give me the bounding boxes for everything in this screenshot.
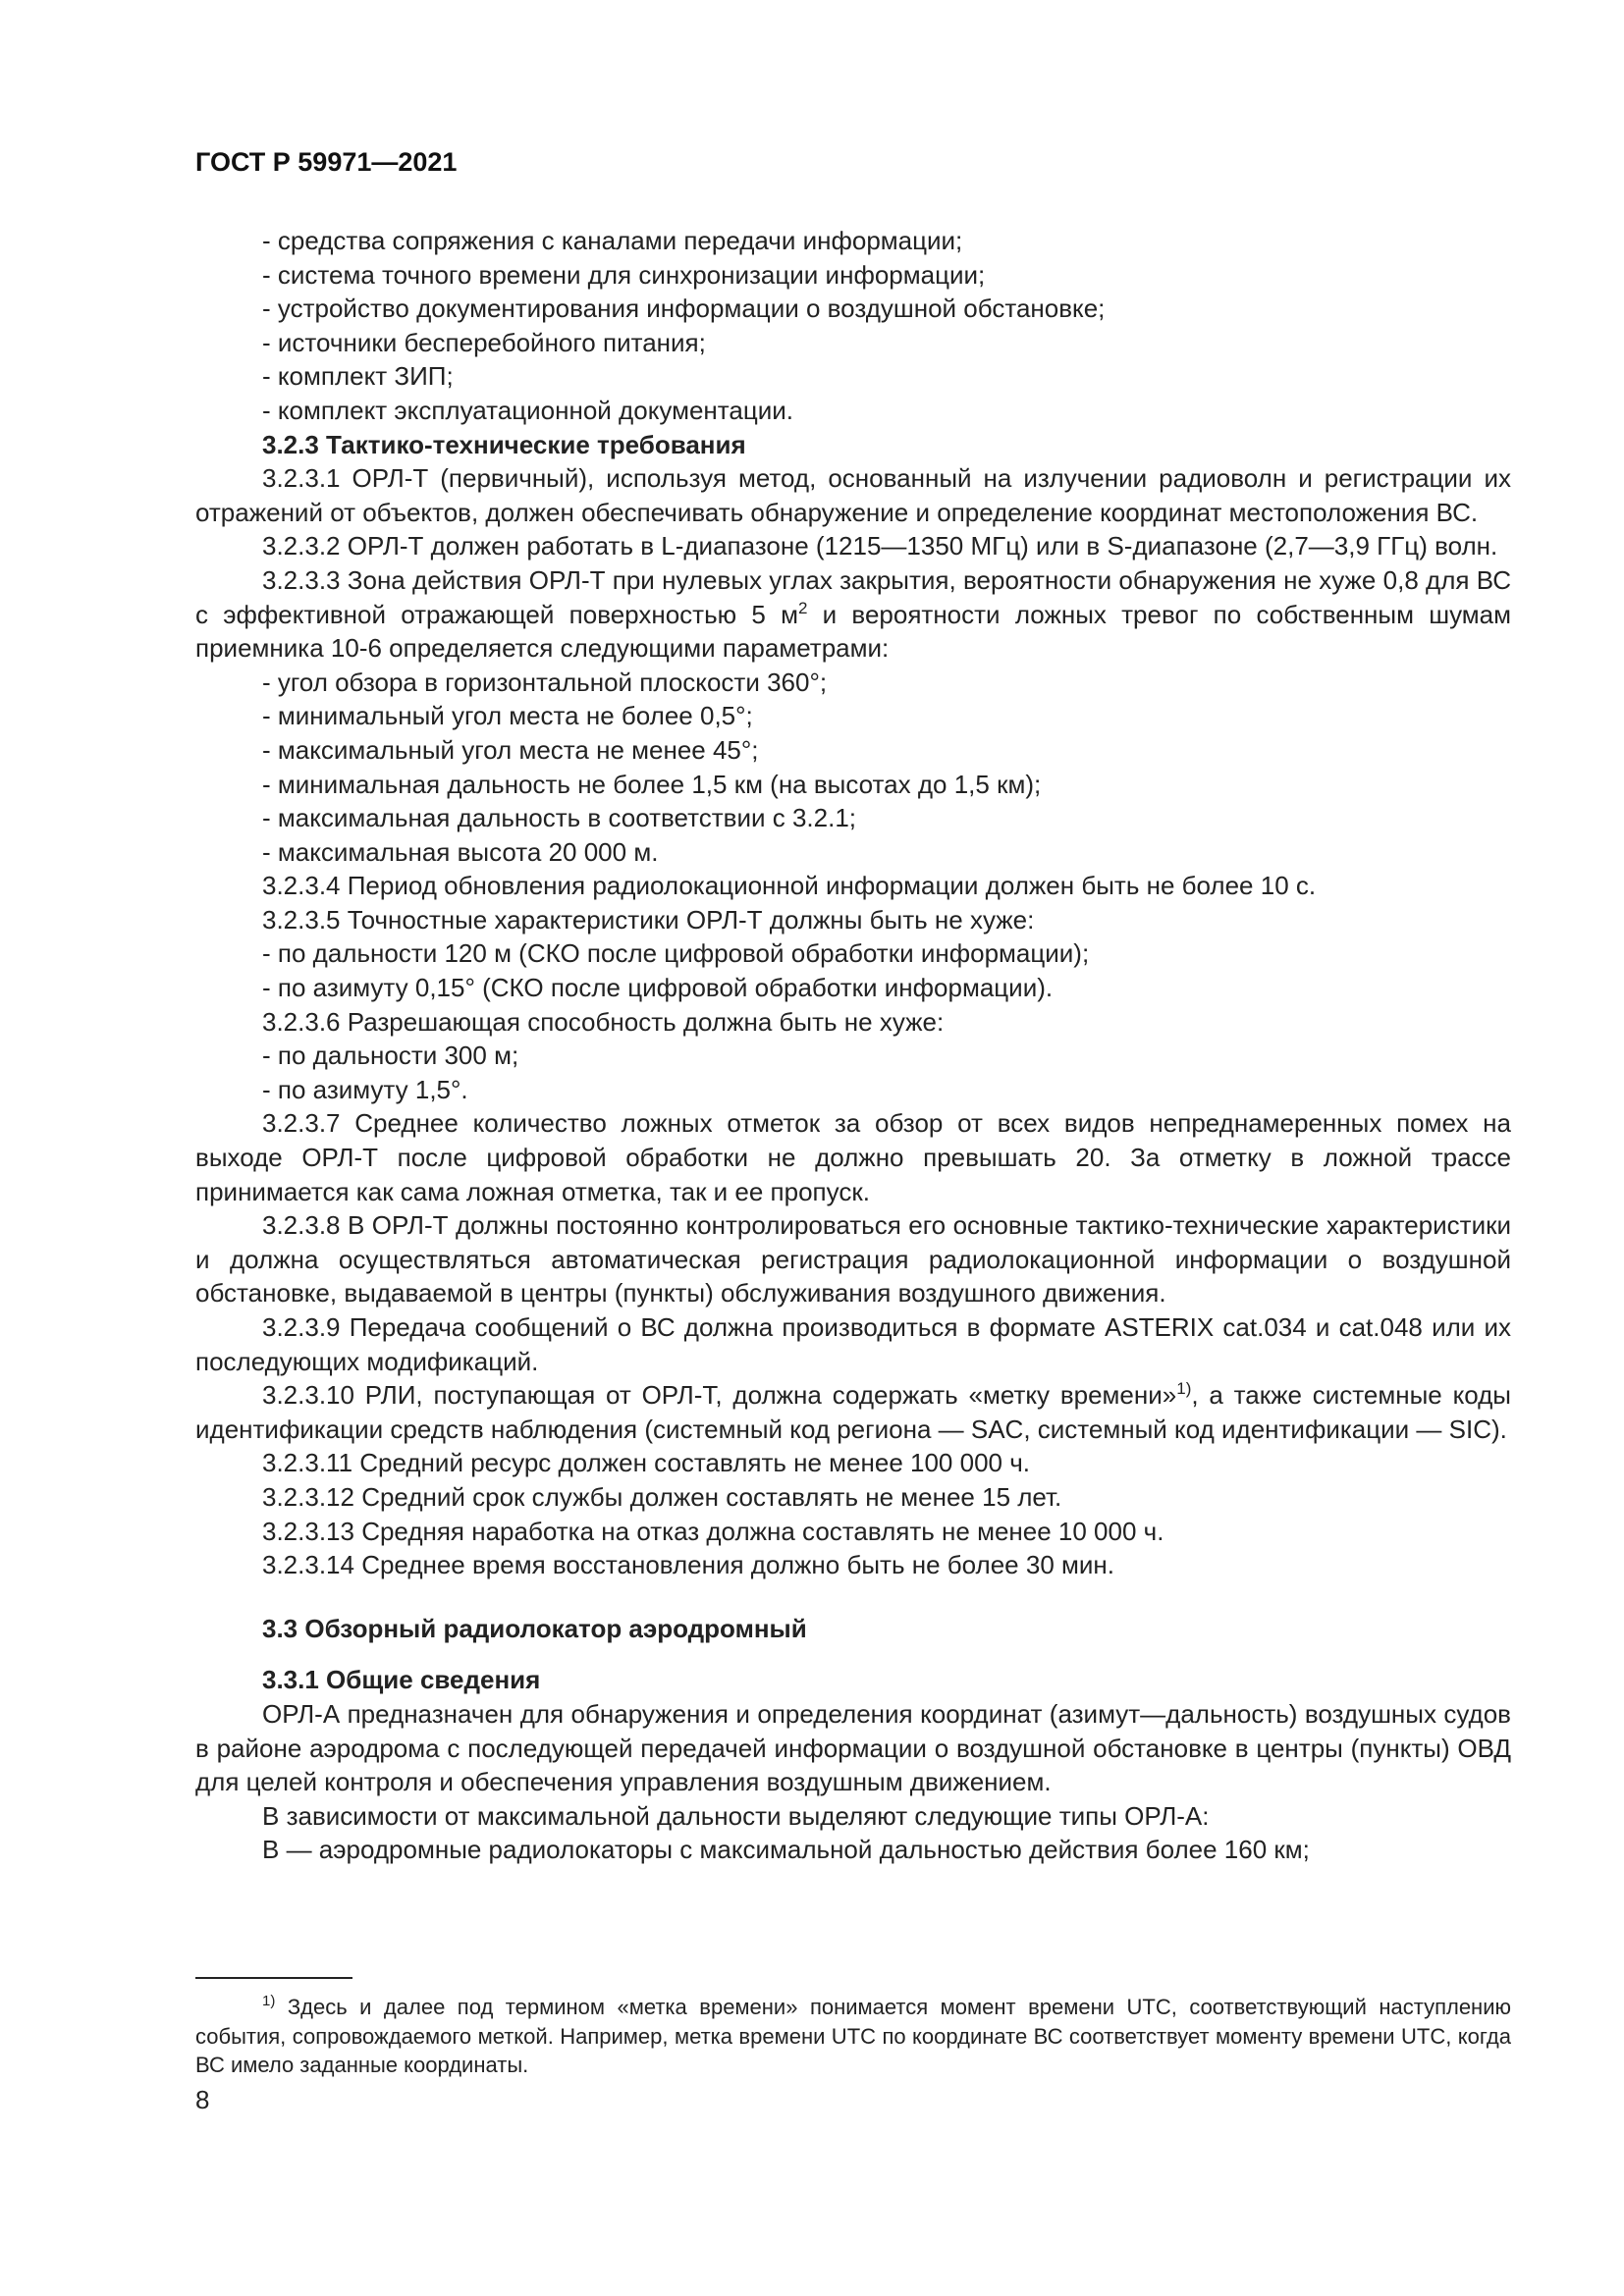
paragraph-text: и вероятности ложных тревог по собственным шумам приемника 10-6 определяется следующими параметрами: [195, 599, 1511, 664]
list-item: - минимальная дальность не более 1,5 км (на высотах до 1,5 км); [195, 768, 1511, 802]
footnote-reference: 1) [1176, 1379, 1192, 1399]
subsection-heading: 3.3.1 Общие сведения [262, 1665, 541, 1695]
paragraph: 3.2.3.7 Среднее количество ложных отметок за обзор от всех видов непреднамеренных помех на выходе ОРЛ-Т после цифровой обработки не должно превышать 20. За отметку в ложной трассе принимается как сама ложная отметка, так и ее пропуск. [195, 1108, 1511, 1206]
paragraph: 3.2.3.2 ОРЛ-Т должен работать в L-диапазоне (1215—1350 МГц) или в S-диапазоне (2,7—3,9 ГГц) волн. [262, 531, 1498, 561]
list-item: - по дальности 300 м; [195, 1039, 1511, 1073]
subsection-heading: 3.2.3 Тактико-технические требования [262, 429, 746, 459]
page-number: 8 [195, 2085, 210, 2114]
paragraph-text: 3.2.3.3 Зона действия ОРЛ-Т при нулевых углах закрытия, вероятности обнаружения не хуже 0,8 для ВС с эффективной отражающей поверхностью 5 м [195, 564, 1511, 629]
list-item: - по азимуту 0,15° (СКО после цифровой обработки информации). [195, 971, 1511, 1005]
list-item: - максимальная дальность в соответствии с 3.2.1; [195, 801, 1511, 835]
footnote [195, 1993, 1511, 2080]
paragraph [195, 1378, 1511, 1446]
list-item: - устройство документирования информации о воздушной обстановке; [195, 292, 1511, 326]
paragraph: 3.2.3.8 В ОРЛ-Т должны постоянно контролироваться его основные тактико-технические характеристики и должна осуществляться автоматическая регистрация радиолокационной информации о воздушной обстановке, выдаваемой в центры (пункты) обслуживания воздушного движения. [195, 1210, 1511, 1308]
paragraph: 3.2.3.12 Средний срок службы должен составлять не менее 15 лет. [262, 1481, 1062, 1512]
list-item: - минимальный угол места не более 0,5°; [195, 699, 1511, 733]
list-item: - по дальности 120 м (СКО после цифровой обработки информации); [195, 936, 1511, 971]
list-item: - по азимуту 1,5°. [195, 1073, 1511, 1107]
section-heading: 3.3 Обзорный радиолокатор аэродромный [262, 1613, 807, 1643]
paragraph: 3.2.3.11 Средний ресурс должен составлять не менее 100 000 ч. [262, 1448, 1030, 1478]
paragraph: 3.2.3.9 Передача сообщений о ВС должна производиться в формате ASTERIX cat.034 и cat.048 или их последующих модификаций. [195, 1312, 1511, 1376]
paragraph: 3.2.3.4 Период обновления радиолокационной информации должен быть не более 10 с. [262, 871, 1317, 901]
list-item: - источники бесперебойного питания; [195, 326, 1511, 360]
footnote-divider [195, 1977, 352, 1979]
paragraph-text: 3.2.3.10 РЛИ, поступающая от ОРЛ-Т, должна содержать «метку времени» [262, 1380, 1177, 1411]
document-body [195, 224, 1511, 1867]
paragraph: В — аэродромные радиолокаторы с максимальной дальностью действия более 160 км; [262, 1835, 1310, 1865]
footnote-mark: 1) [262, 1993, 276, 2009]
paragraph: В зависимости от максимальной дальности выделяют следующие типы ОРЛ-А: [262, 1800, 1210, 1831]
superscript: 2 [797, 598, 808, 617]
footnote-text: Здесь и далее под термином «метка времени» понимается момент времени UTC, соответствующий наступлению события, сопровождаемого меткой. Например, метка времени UTC по координате ВС соответствует моменту времени UTC, когда ВС имело заданные координаты. [195, 1995, 1511, 2077]
paragraph: 3.2.3.6 Разрешающая способность должна быть не хуже: [262, 1006, 945, 1037]
list-item: - максимальный угол места не менее 45°; [195, 733, 1511, 768]
paragraph: 3.2.3.14 Среднее время восстановления должно быть не более 30 мин. [262, 1550, 1114, 1580]
paragraph: 3.2.3.5 Точностные характеристики ОРЛ-Т должны быть не хуже: [262, 904, 1035, 934]
list-item: - средства сопряжения с каналами передачи информации; [195, 224, 1511, 258]
list-item: - угол обзора в горизонтальной плоскости 360°; [195, 666, 1511, 700]
document-header: ГОСТ Р 59971—2021 [195, 147, 458, 177]
list-item: - комплект эксплуатационной документации. [195, 394, 1511, 428]
paragraph [195, 563, 1511, 666]
list-item: - комплект ЗИП; [195, 359, 1511, 394]
list-item: - система точного времени для синхронизации информации; [195, 258, 1511, 293]
paragraph-text: , а также системные коды идентификации средств наблюдения (системный код региона — SAC, системный код идентификации — SIC). [195, 1380, 1511, 1444]
paragraph: 3.2.3.13 Средняя наработка на отказ должна составлять не менее 10 000 ч. [262, 1516, 1164, 1546]
list-item: - максимальная высота 20 000 м. [195, 835, 1511, 870]
paragraph: 3.2.3.1 ОРЛ-Т (первичный), используя метод, основанный на излучении радиоволн и регистрации их отражений от объектов, должен обеспечивать обнаружение и определение координат местоположения ВС. [195, 463, 1511, 527]
paragraph: ОРЛ-А предназначен для обнаружения и определения координат (азимут—дальность) воздушных судов в районе аэродрома с последующей передачей информации о воздушной обстановке в центры (пункты) ОВД для целей контроля и обеспечения управления воздушным движением. [195, 1698, 1511, 1797]
